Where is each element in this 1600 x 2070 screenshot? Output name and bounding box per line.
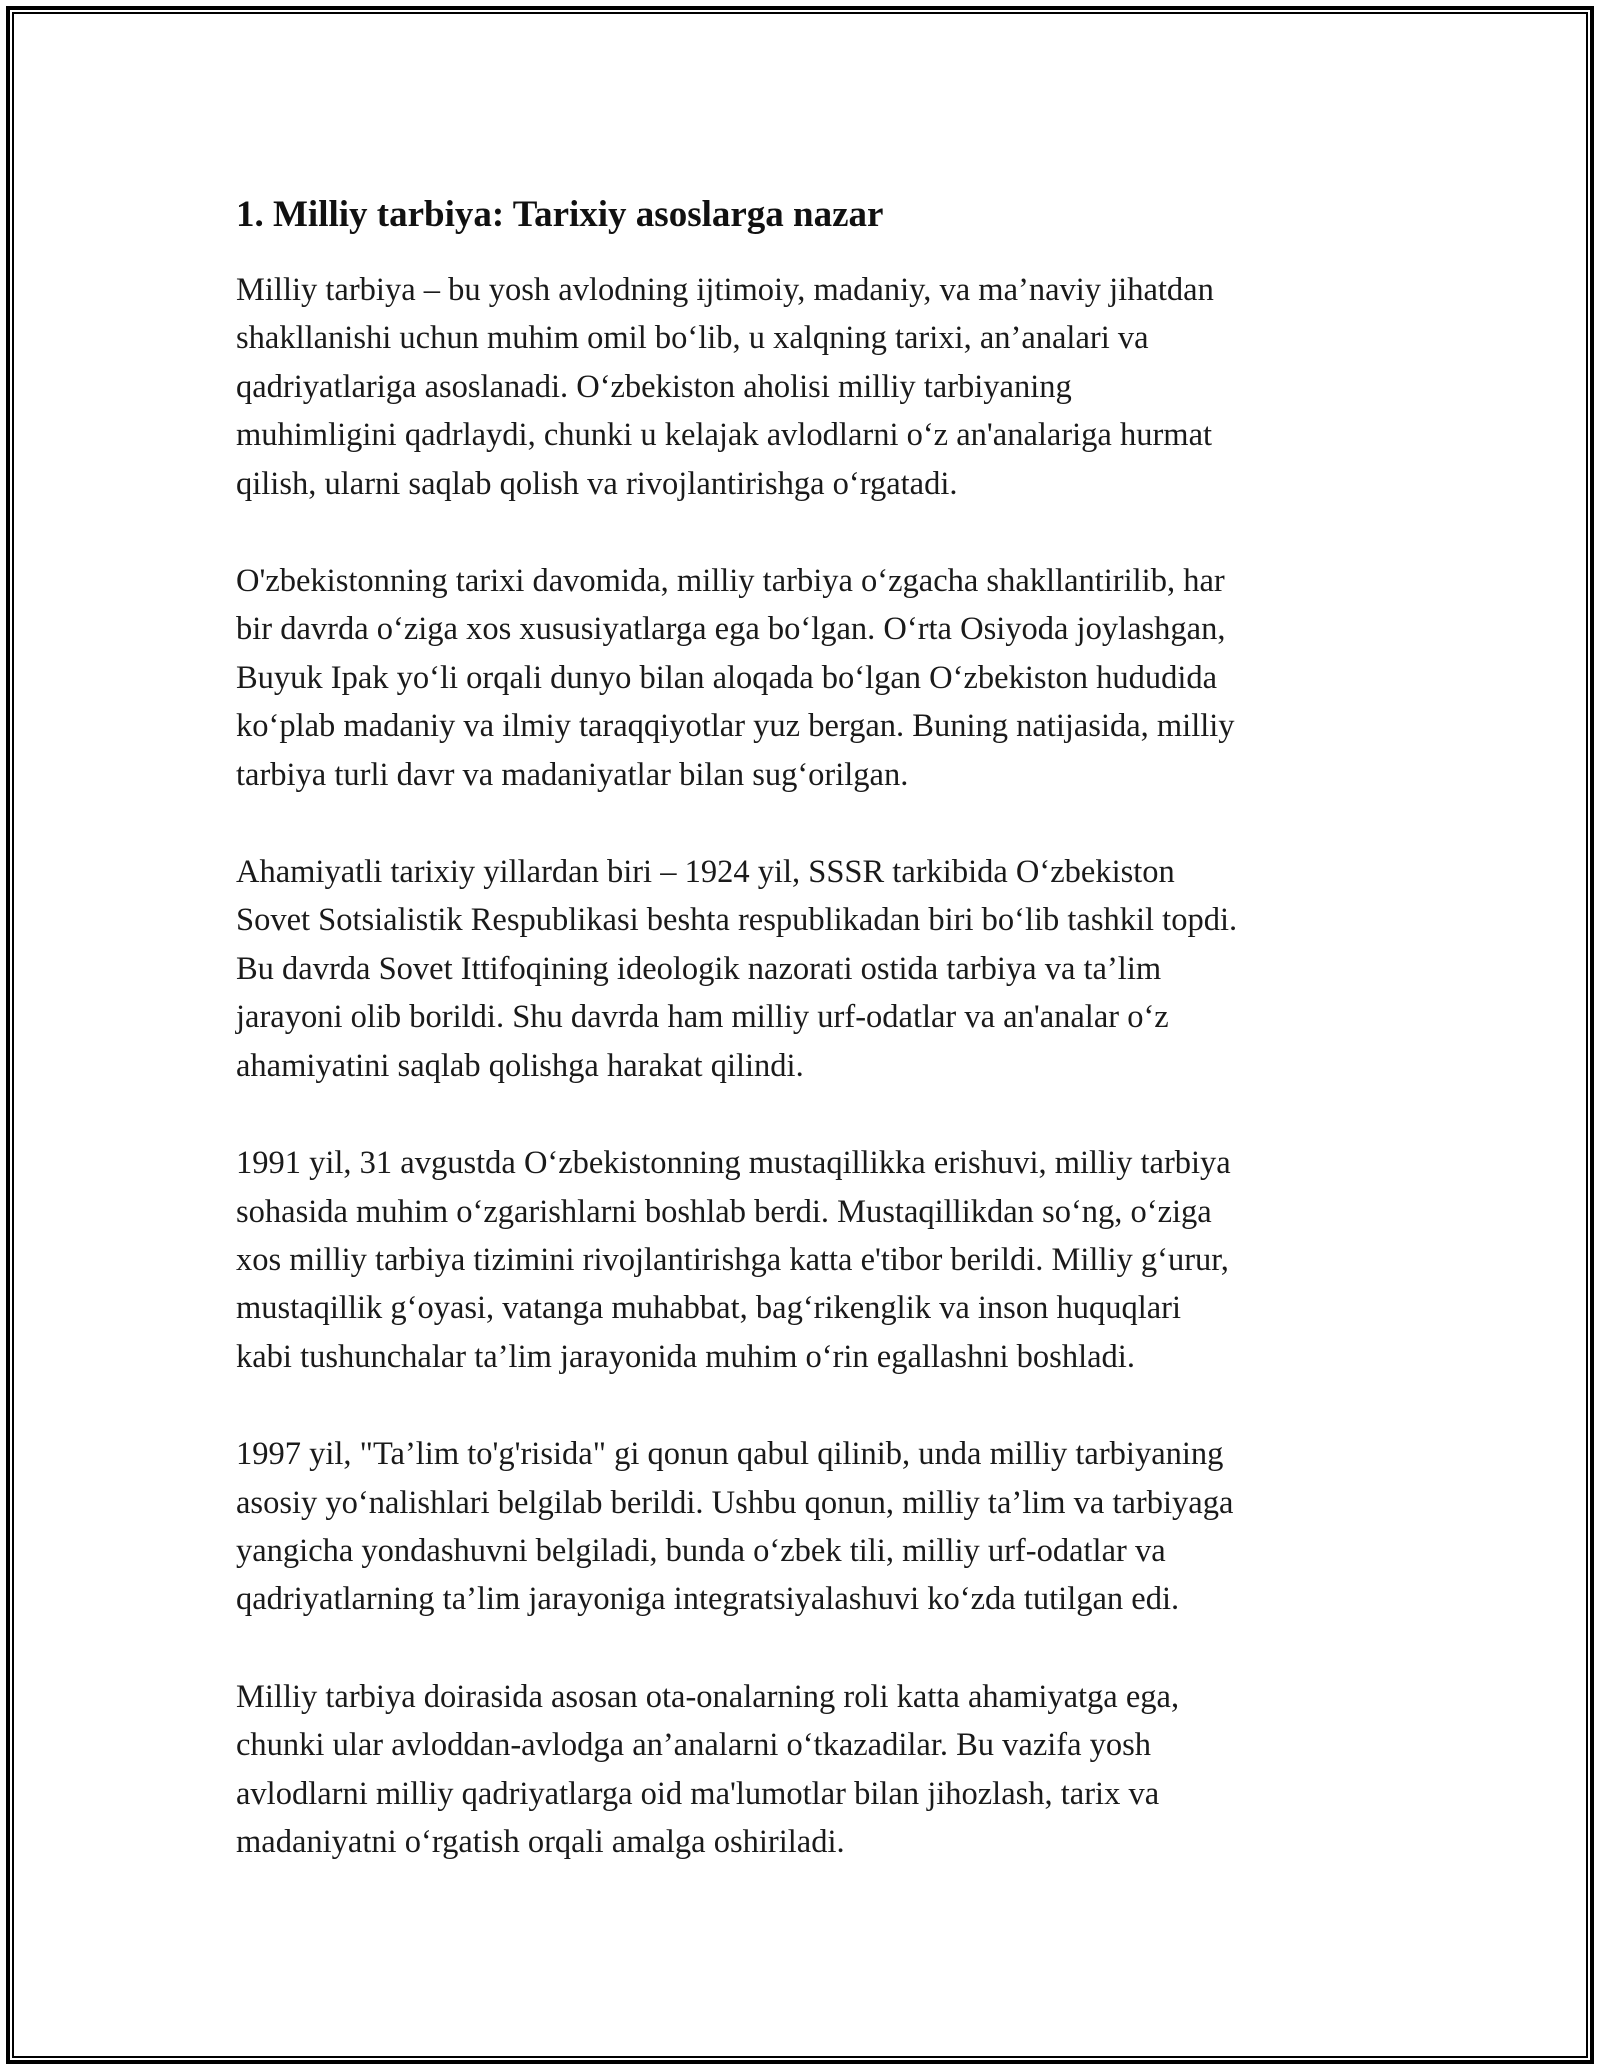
text-line: muhimligini qadrlaydi, chunki u kelajak avlodlarni o‘z an'analariga hurmat [236,417,1213,454]
paragraph-1997 [236,1430,1386,1624]
text-line: Milliy tarbiya – bu yosh avlodning ijtimoiy, madaniy, va ma’naviy jihatdan [236,272,1214,308]
text-line: avlodlarni milliy qadriyatlarga oid ma'lumotlar bilan jihozlash, tarix va [236,1775,1160,1812]
text-line: Milliy tarbiya doirasida asosan ota-onalarning roli katta ahamiyatga ega, [236,1678,1180,1715]
paragraph-definition [236,266,1386,508]
text-line: mustaqillik g‘oyasi, vatanga muhabbat, bag‘rikenglik va inson huquqlari [236,1290,1182,1327]
text-line: sohasida muhim o‘zgarishlarni boshlab berdi. Mustaqillikdan so‘ng, o‘ziga [236,1193,1212,1230]
text-line: bir davrda o‘ziga xos xususiyatlarga ega bo‘lgan. O‘rta Osiyoda joylashgan, [236,611,1226,648]
text-line: qadriyatlariga asoslanadi. O‘zbekiston aholisi milliy tarbiyaning [236,368,1072,405]
text-line: Bu davrda Sovet Ittifoqining ideologik nazorati ostida tarbiya va ta’lim [236,950,1162,987]
document-body [236,186,1386,1866]
text-line: O'zbekistonning tarixi davomida, milliy tarbiya o‘zgacha shakllantirilib, har [236,563,1225,600]
text-line: jarayoni olib borildi. Shu davrda ham milliy urf-odatlar va an'analar o‘z [236,999,1169,1036]
text-line: ahamiyatini saqlab qolishga harakat qilindi. [236,1047,804,1084]
text-line: xos milliy tarbiya tizimini rivojlantirishga katta e'tibor berildi. Milliy g‘urur, [236,1241,1229,1278]
text-line: kabi tushunchalar ta’lim jarayonida muhim o‘rin egallashni boshladi. [236,1338,1135,1375]
paragraph-parents-role [236,1673,1386,1867]
text-line: chunki ular avloddan-avlodga an’analarni o‘tkazadilar. Bu vazifa yosh [236,1727,1152,1764]
section-heading: 1. Milliy tarbiya: Tarixiy asoslarga nazar [236,194,884,235]
text-line: ko‘plab madaniy va ilmiy taraqqiyotlar yuz bergan. Buning natijasida, milliy [236,708,1235,745]
text-line: qilish, ularni saqlab qolish va rivojlantirishga o‘rgatadi. [236,465,958,502]
text-line: yangicha yondashuvni belgiladi, bunda o‘zbek tili, milliy urf-odatlar va [236,1532,1166,1569]
paragraph-history [236,557,1386,799]
text-line: shakllanishi uchun muhim omil bo‘lib, u xalqning tarixi, an’analari va [236,320,1149,357]
text-line: tarbiya turli davr va madaniyatlar bilan sug‘orilgan. [236,756,909,793]
text-line: 1991 yil, 31 avgustda O‘zbekistonning mustaqillikka erishuvi, milliy tarbiya [236,1145,1231,1182]
text-line: madaniyatni o‘rgatish orqali amalga oshiriladi. [236,1823,845,1860]
text-line: qadriyatlarning ta’lim jarayoniga integratsiyalashuvi ko‘zda tutilgan edi. [236,1581,1180,1618]
paragraph-1991 [236,1139,1386,1381]
text-line: 1997 yil, "Ta’lim to'g'risida" gi qonun qabul qilinib, unda milliy tarbiyaning [236,1436,1224,1473]
paragraph-1924 [236,848,1386,1090]
text-line: asosiy yo‘nalishlari belgilab berildi. Ushbu qonun, milliy ta’lim va tarbiyaga [236,1484,1234,1521]
text-line: Buyuk Ipak yo‘li orqali dunyo bilan aloqada bo‘lgan O‘zbekiston hududida [236,659,1218,696]
text-line: Sovet Sotsialistik Respublikasi beshta respublikadan biri bo‘lib tashkil topdi. [236,902,1238,939]
text-line: Ahamiyatli tarixiy yillardan biri – 1924 yil, SSSR tarkibida O‘zbekiston [236,854,1175,891]
